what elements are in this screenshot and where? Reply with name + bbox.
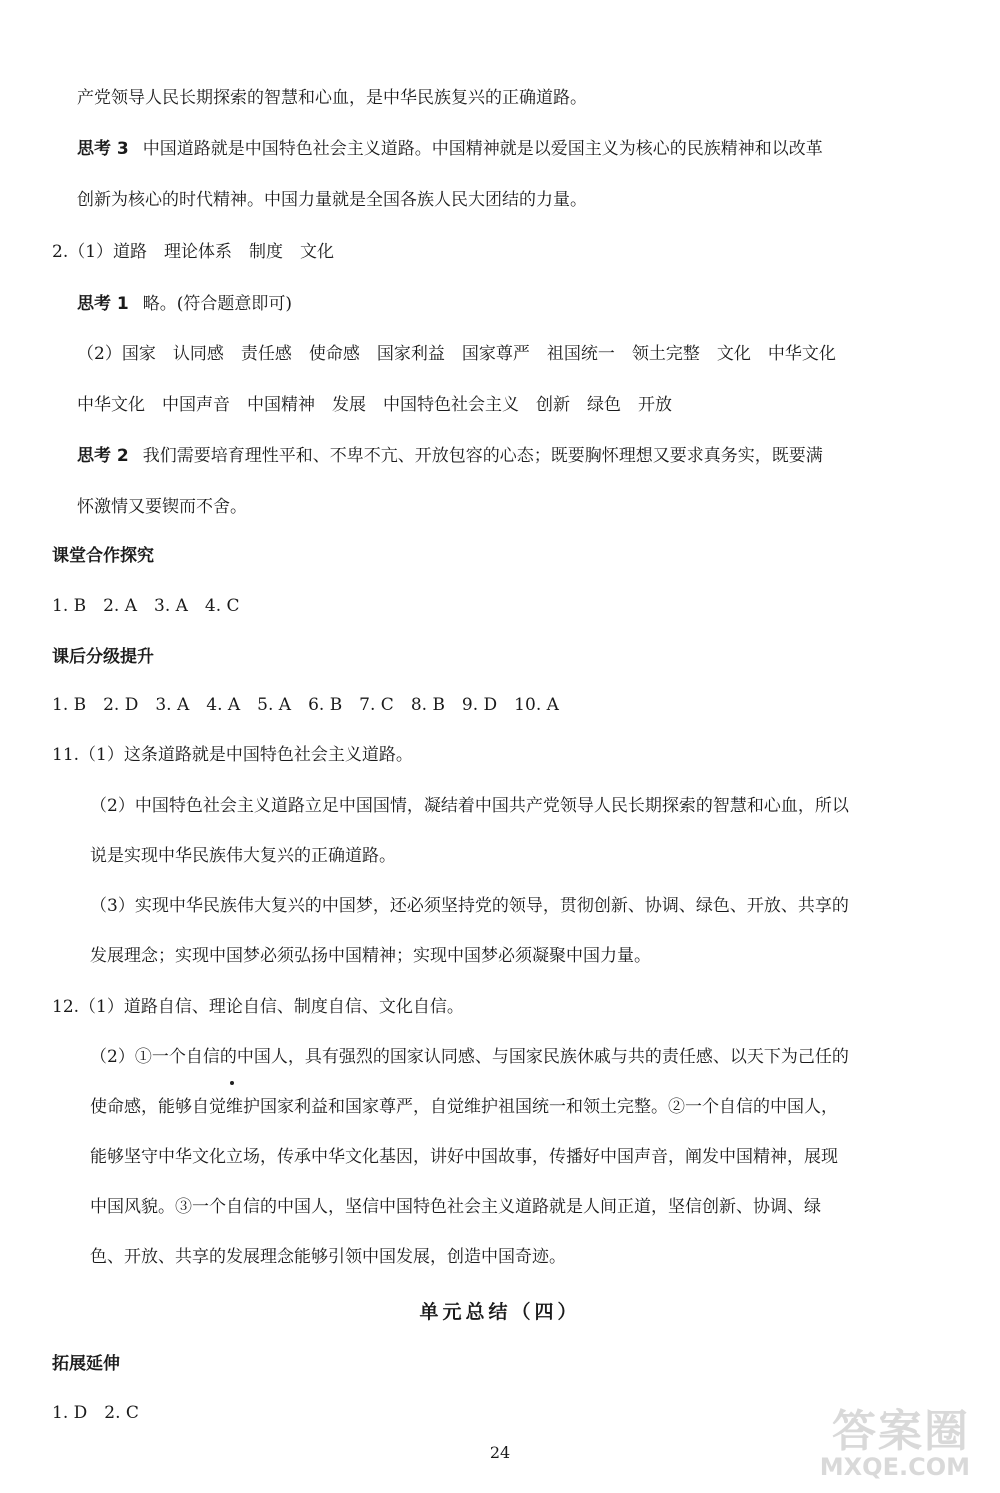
section-heading: 课堂合作探究 bbox=[52, 546, 154, 566]
answer-line: 1. D 2. C bbox=[52, 1403, 139, 1423]
watermark-url: MXQE.COM bbox=[819, 1453, 970, 1481]
answer-line: 1. B 2. A 3. A 4. C bbox=[52, 596, 240, 616]
text-line: 能够坚守中华文化立场，传承中华文化基因，讲好中国故事，传播好中国声音，阐发中国精神，展现 bbox=[90, 1147, 838, 1167]
think-1-line bbox=[77, 292, 292, 316]
think-text: 中国道路就是中国特色社会主义道路。中国精神就是以爱国主义为核心的民族精神和以改革 bbox=[142, 139, 823, 159]
think-3-line bbox=[77, 137, 823, 161]
text-line: 色、开放、共享的发展理念能够引领中国发展，创造中国奇迹。 bbox=[90, 1247, 566, 1267]
section-heading: 课后分级提升 bbox=[52, 647, 154, 667]
stray-dot bbox=[230, 1081, 234, 1085]
text-line: 说是实现中华民族伟大复兴的正确道路。 bbox=[90, 846, 396, 866]
watermark-text: 答案圈 bbox=[832, 1406, 970, 1457]
text-line: 创新为核心的时代精神。中国力量就是全国各族人民大团结的力量。 bbox=[77, 190, 587, 210]
question-line: 12.（1）道路自信、理论自信、制度自信、文化自信。 bbox=[52, 997, 464, 1017]
think-label: 思考 2 bbox=[77, 446, 129, 466]
text-line: 中华文化 中国声音 中国精神 发展 中国特色社会主义 创新 绿色 开放 bbox=[77, 395, 672, 415]
text-line: （2）国家 认同感 责任感 使命感 国家利益 国家尊严 祖国统一 领土完整 文化 中华文化 bbox=[77, 344, 836, 364]
text-line: （2）中国特色社会主义道路立足中国国情，凝结着中国共产党领导人民长期探索的智慧和心血，所以 bbox=[90, 796, 849, 816]
text-line: （3）实现中华民族伟大复兴的中国梦，还必须坚持党的领导，贯彻创新、协调、绿色、开放、共享的 bbox=[90, 896, 849, 916]
page-number: 24 bbox=[489, 1443, 511, 1462]
text-line: （2）①一个自信的中国人，具有强烈的国家认同感、与国家民族休戚与共的责任感、以天下为己任的 bbox=[90, 1047, 849, 1067]
think-label: 思考 1 bbox=[77, 294, 129, 314]
watermark-logo bbox=[820, 1395, 970, 1481]
unit-title: 单元总结（四） bbox=[419, 1301, 581, 1323]
section-heading: 拓展延伸 bbox=[52, 1354, 120, 1374]
text-line: 产党领导人民长期探索的智慧和心血，是中华民族复兴的正确道路。 bbox=[77, 88, 587, 108]
think-text: 略。(符合题意即可) bbox=[142, 294, 293, 314]
text-line: 中国风貌。③一个自信的中国人，坚信中国特色社会主义道路就是人间正道，坚信创新、协调、绿 bbox=[90, 1197, 821, 1217]
question-line: 11.（1）这条道路就是中国特色社会主义道路。 bbox=[52, 745, 413, 765]
think-text: 我们需要培育理性平和、不卑不亢、开放包容的心态；既要胸怀理想又要求真务实，既要满 bbox=[142, 446, 823, 466]
text-line: 怀激情又要锲而不舍。 bbox=[77, 497, 247, 517]
text-line: 发展理念；实现中国梦必须弘扬中国精神；实现中国梦必须凝聚中国力量。 bbox=[90, 946, 651, 966]
think-label: 思考 3 bbox=[77, 139, 129, 159]
think-2-line bbox=[77, 444, 823, 468]
question-line: 2.（1）道路 理论体系 制度 文化 bbox=[52, 242, 335, 262]
text-line: 使命感，能够自觉维护国家利益和国家尊严，自觉维护祖国统一和领土完整。②一个自信的中国人， bbox=[90, 1097, 838, 1117]
answer-line: 1. B 2. D 3. A 4. A 5. A 6. B 7. C 8. B 9. D 10. A bbox=[52, 695, 559, 715]
